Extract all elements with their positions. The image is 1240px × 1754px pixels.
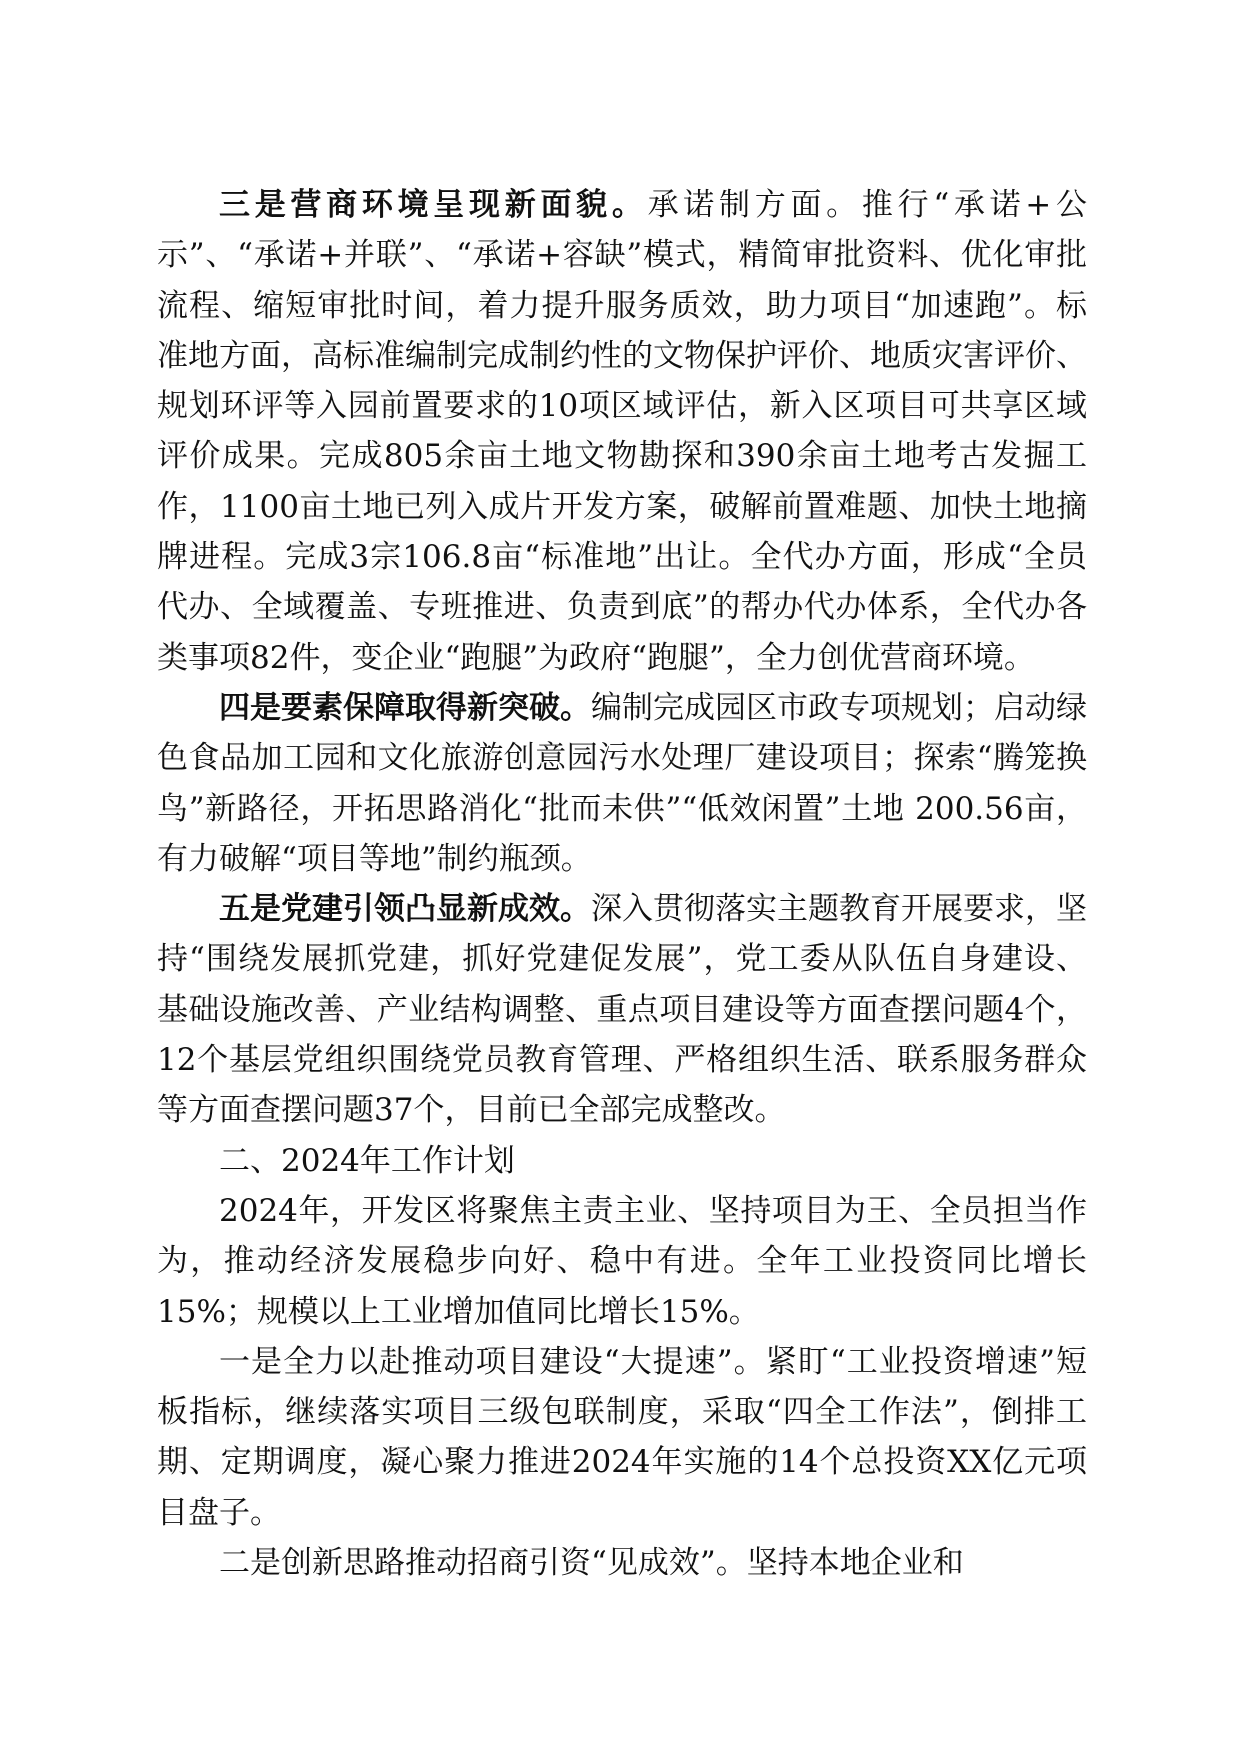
paragraph-lead: 五是党建引领凸显新成效。 xyxy=(219,891,591,928)
section-heading-text: 二、2024年工作计划 xyxy=(219,1142,515,1179)
section-heading-2024-plan xyxy=(157,1136,1087,1186)
paragraph-factor-guarantee xyxy=(157,683,1087,884)
paragraph-party-building xyxy=(157,884,1087,1135)
paragraph-lead: 四是要素保障取得新突破。 xyxy=(219,689,591,726)
document-body xyxy=(157,180,1087,1588)
paragraph-text: 深入贯彻落实主题教育开展要求，坚持“围绕发展抓党建，抓好党建促发展”，党工委从队伍自身建设、基础设施改善、产业结构调整、重点项目建设等方面查摆问题4个，12个基层党组织围绕党员教育管理、严格组织生活、联系服务群众等方面查摆问题37个，目前已全部完成整改。 xyxy=(157,891,1087,1129)
paragraph-project-construction xyxy=(157,1337,1087,1538)
paragraph-text: 一是全力以赴推动项目建设“大提速”。紧盯“工业投资增速”短板指标，继续落实项目三级包联制度，采取“四全工作法”，倒排工期、定期调度，凝心聚力推进2024年实施的14个总投资XX亿元项目盘子。 xyxy=(157,1343,1087,1531)
paragraph-2024-overview xyxy=(157,1186,1087,1337)
paragraph-text: 编制完成园区市政专项规划；启动绿色食品加工园和文化旅游创意园污水处理厂建设项目；探索“腾笼换鸟”新路径，开拓思路消化“批而未供”“低效闲置”土地 200.56亩，有力破解“项目等地”制约瓶颈。 xyxy=(157,689,1087,877)
paragraph-investment-attraction xyxy=(157,1538,1087,1588)
paragraph-business-environment xyxy=(157,180,1087,683)
paragraph-text: 2024年，开发区将聚焦主责主业、坚持项目为王、全员担当作为，推动经济发展稳步向好、稳中有进。全年工业投资同比增长15%；规模以上工业增加值同比增长15%。 xyxy=(157,1192,1087,1330)
paragraph-text: 二是创新思路推动招商引资“见成效”。坚持本地企业和 xyxy=(219,1545,964,1582)
paragraph-lead: 三是营商环境呈现新面貌。 xyxy=(219,187,648,223)
paragraph-text: 承诺制方面。推行“承诺+公示”、“承诺+并联”、“承诺+容缺”模式，精简审批资料、优化审批流程、缩短审批时间，着力提升服务质效，助力项目“加速跑”。标准地方面，高标准编制完成制约性的文物保护评价、地质灾害评价、规划环评等入园前置要求的10项区域评估，新入区项目可共享区域评价成果。完成805余亩土地文物勘探和390余亩土地考古发掘工作，1100亩土地已列入成片开发方案，破解前置难题、加快土地摘牌进程。完成3宗106.8亩“标准地”出让。全代办方面，形成“全员代办、全域覆盖、专班推进、负责到底”的帮办代办体系，全代办各类事项82件，变企业“跑腿”为政府“跑腿”，全力创优营商环境。 xyxy=(157,187,1088,676)
